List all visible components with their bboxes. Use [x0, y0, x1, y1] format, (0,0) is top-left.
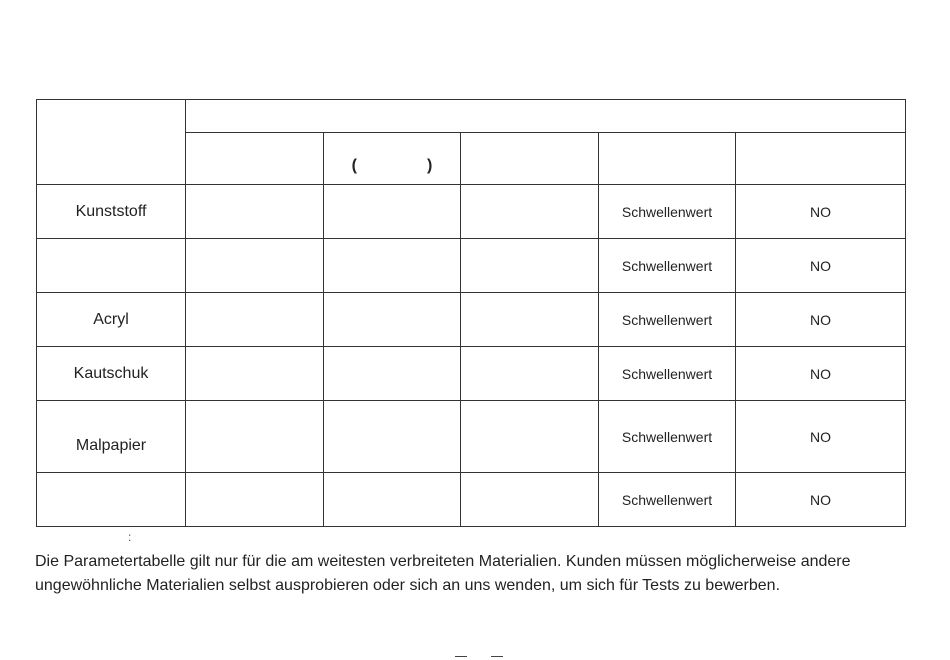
table-row — [37, 401, 906, 473]
data-cell — [324, 401, 461, 473]
footer-marks — [455, 646, 527, 660]
material-cell: Kunststoff — [37, 185, 186, 239]
data-cell — [324, 239, 461, 293]
threshold-cell: Schwellenwert — [599, 401, 736, 473]
value-cell: NO — [736, 347, 906, 401]
material-cell: Malpapier — [37, 401, 186, 473]
threshold-cell: Schwellenwert — [599, 239, 736, 293]
header-group-cell — [186, 100, 906, 133]
parameter-table — [36, 99, 906, 527]
data-cell — [461, 185, 599, 239]
header-col-4 — [599, 133, 736, 185]
data-cell — [461, 239, 599, 293]
value-cell: NO — [736, 185, 906, 239]
data-cell — [324, 473, 461, 527]
data-cell — [186, 185, 324, 239]
material-cell: Acryl — [37, 293, 186, 347]
material-cell — [37, 239, 186, 293]
header-col-3 — [461, 133, 599, 185]
table-row — [37, 473, 906, 527]
data-cell — [324, 347, 461, 401]
value-cell: NO — [736, 473, 906, 527]
header-material-cell — [37, 100, 186, 185]
threshold-cell: Schwellenwert — [599, 347, 736, 401]
data-cell — [461, 473, 599, 527]
note-colon: : — [128, 530, 132, 544]
material-cell: Kautschuk — [37, 347, 186, 401]
data-cell — [186, 293, 324, 347]
value-cell: NO — [736, 293, 906, 347]
table-row — [37, 239, 906, 293]
data-cell — [186, 347, 324, 401]
value-cell: NO — [736, 239, 906, 293]
table-row — [37, 185, 906, 239]
table-header-row-top — [37, 100, 906, 133]
value-cell: NO — [736, 401, 906, 473]
table-row — [37, 293, 906, 347]
note-paragraph: Die Parametertabelle gilt nur für die am weitesten verbreiteten Materialien. Kunden müssen möglicherweise andere ungewöhnliche Materialien selbst ausprobieren oder sich an uns wenden, um sich für Tests zu bewerben. — [35, 553, 851, 594]
data-cell — [324, 293, 461, 347]
header-paren-close: ) — [427, 156, 433, 174]
material-cell — [37, 473, 186, 527]
threshold-cell: Schwellenwert — [599, 293, 736, 347]
data-cell — [186, 401, 324, 473]
data-cell — [461, 401, 599, 473]
data-cell — [324, 185, 461, 239]
threshold-cell: Schwellenwert — [599, 473, 736, 527]
parameter-table-container — [36, 99, 905, 513]
header-col-1 — [186, 133, 324, 185]
threshold-cell: Schwellenwert — [599, 185, 736, 239]
data-cell — [186, 239, 324, 293]
header-col-2 — [324, 133, 461, 185]
header-paren-open: ( — [351, 156, 357, 174]
data-cell — [461, 347, 599, 401]
data-cell — [186, 473, 324, 527]
table-row — [37, 347, 906, 401]
header-col-5 — [736, 133, 906, 185]
data-cell — [461, 293, 599, 347]
